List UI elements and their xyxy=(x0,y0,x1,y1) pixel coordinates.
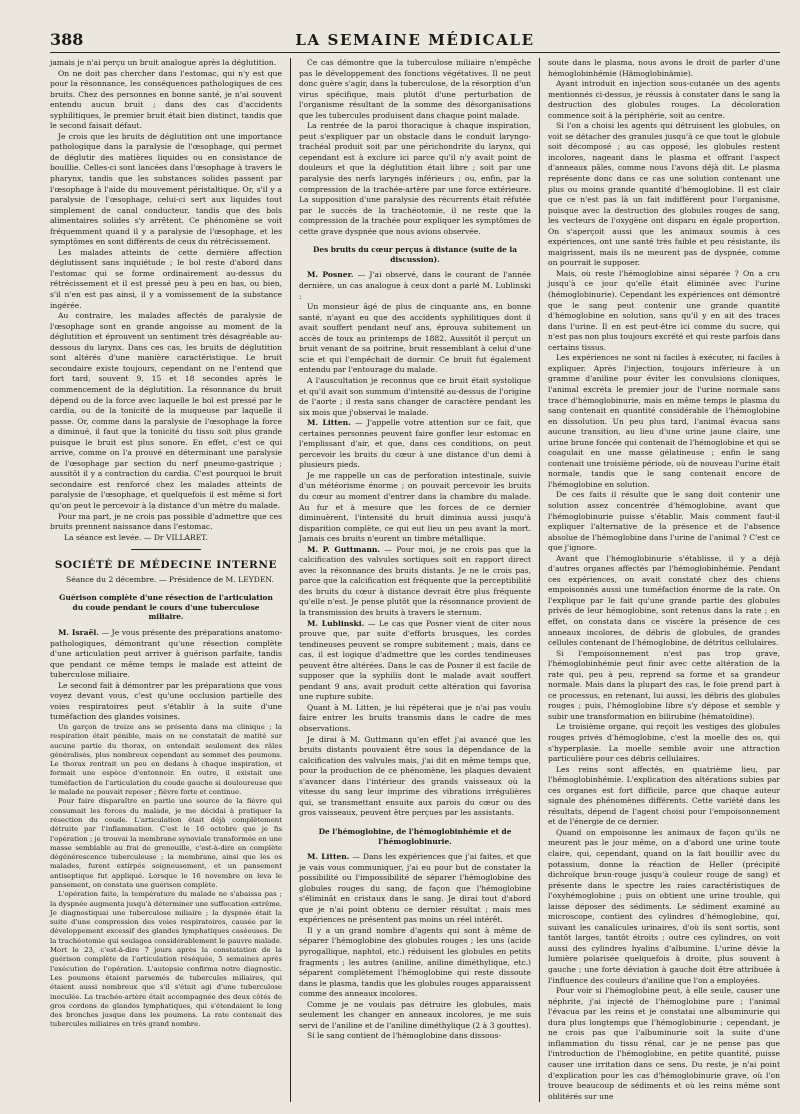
speaker-paragraph xyxy=(299,619,531,703)
speaker-name: M. Israël. xyxy=(58,628,99,638)
paragraph: Pour ma part, je ne crois pas possible d'admettre que ces bruits prennent naissance dans l'estomac. xyxy=(50,511,282,532)
column-divider xyxy=(539,58,540,1102)
paragraph: Si le sang contient de l'hémoglobine dans dissous- xyxy=(307,1031,502,1041)
speaker-paragraph xyxy=(299,545,531,619)
paragraph: On ne doit pas chercher dans l'estomac, qui n'y est que pour la résonnance, les conséquences pathologiques de ces bruits. Chez des personnes en bonne santé, je n'ai souvent entendu aucun bruit ; dans des cas d'accidents syphilitiques, le premier bruit était bien distinct, tandis que le second faisait défaut. xyxy=(50,68,282,131)
divider xyxy=(131,549,201,550)
speaker-text: — Dans les expériences que j'ai faites, et que je vais vous communiquer, j'ai eu pour but de constater la possibilité ou l'impossibilité de séparer l'hémoglobine des globules rouges du sang, de façon que l'hémoglobine s'éliminât en cristaux dans le sang. Je dirai tout d'abord que je n'ai point obtenu ce dernier résultat ; mais mes expériences ne présentent pas moins un réel intérêt. xyxy=(299,852,531,925)
paragraph: Un monsieur âgé de plus de cinquante ans, en bonne santé, n'ayant eu que des accidents syphilitiques dont il avait souffert pendant neuf ans, éprouva subitement un accès de toux au printemps de 1882. Aussitôt il perçut un bruit venant de sa poitrine, bruit ressemblant à celui d'une scie et qui l'empêchait de dormir. Ce bruit fut également entendu par l'entourage du malade. xyxy=(299,302,531,375)
speaker-name: M. P. Guttmann. xyxy=(307,544,381,554)
paragraph: Je dirai à M. Guttmann qu'en effet j'ai avancé que les bruits distants pouvaient être sous la dépendance de la calcification des valvules mais, j'ai dit en même temps que, pour la production de ce phénomène, les plaques devaient s'avancer dans l'intérieur des grands vaisseaux où la vitesse du sang leur imprime des vibrations irrégulières qui, se transmettant ensuite aux parois du cœur ou des gros vaisseaux, peuvent être perçues par les assistants. xyxy=(299,734,531,818)
speaker-name: M. Lublinski. xyxy=(307,618,365,628)
column-2 xyxy=(299,58,531,1102)
paragraph: Si l'empoisonnement n'est pas trop grave, l'hémoglobinhémie peut finir avec cette altération de la rate qui, peu à peu, reprend sa forme et sa grandeur normale. Mais dans la plupart des cas, le foie prend part à ce processus, en retenant, lui aussi, les débris des globules rouges ; puis, l'hémoglobine libre s'y dépose et semble y subir une transformation en bilirubine (hématoïdine). xyxy=(548,648,780,721)
paragraph: Quant à M. Litten, je lui répéterai que je n'ai pas voulu faire entrer les bruits transmis dans le cadre de mes observations. xyxy=(299,702,531,733)
session-closing: La séance est levée. — Dr VILLARET. xyxy=(64,532,208,542)
running-header xyxy=(50,30,780,53)
paragraph: jamais je n'ai perçu un bruit analogue après la déglutition. xyxy=(50,58,277,67)
paragraph: Quand on empoisonne les animaux de façon qu'ils ne meurent pas le jour même, on a d'abord une urine toute claire, qui, cependant, quand on la fait bouillir avec du potassium, donne la réaction de Heller (précipité dichroïque brun-rouge jusqu'à couleur rouge de sang) et présente dans le spectre les raies caractéristiques de l'oxyhémoglobine ; puis on obtient une urine trouble, qui laisse déposer des sédiments. Le sédiment examiné au microscope, contient des cylindres d'hémoglobine, qui, suivant les canalicules urinaires, d'où ils sont sortis, sont tantôt larges, tantôt étroits ; outre ces cylindres, on voit aussi des cylindres hyalins d'albumine. L'urine dévie la lumière polarisée quelquefois à droite, plus souvent à gauche ; une forte déviation à gauche doit être attribuée à l'influence des couleurs d'aniline que l'on a employées. xyxy=(548,827,780,985)
speaker-paragraph xyxy=(299,418,531,471)
column-3 xyxy=(548,58,780,1102)
speaker-paragraph xyxy=(299,852,531,926)
paragraph: soute dans le plasma, nous avons le droit de parler d'une hémoglobinhémie (Hämoglobinämie). xyxy=(548,58,780,78)
speaker-text: — Je vous présente des préparations anatomo-pathologiques, démontrant qu'une résection complète d'une articulation peut arriver à guérison parfaite, tandis que pendant ce même temps le malade est atteint de tuberculose miliaire. xyxy=(50,628,282,680)
paragraph: Les expériences ne sont ni faciles à exécuter, ni faciles à expliquer. Après l'injection, toujours inférieure à un gramme d'aniline pour éviter les convulsions cloniques, l'animal excréta le premier jour de l'urine normale sans trace d'hémoglobinurie, mais en même temps le plasma du sang contenait en quantité considérable de l'hémoglobine en dissolution. Un peu plus tard, l'animal évacua sans aucune transition, au lieu d'une urine jaune claire, une urine brune foncée qui contenait de l'hémoglobine et qui se coagulait en une masse gélatineuse ; enfin le sang contenait une troisième période, où de nouveau l'urine était normale, tandis que le sang contenait encore de l'hémoglobine en solution. xyxy=(548,353,780,489)
page-number: 388 xyxy=(50,30,84,49)
paragraph: Mais, où reste l'hémoglobine ainsi séparée ? On a cru jusqu'à ce jour qu'elle était éliminée avec l'urine (hémoglobinurie). Cependant les expériences ont démontré que le sang peut contenir une grande quantité d'hémoglobine en solution, sans qu'il y en ait des traces dans l'urine. Il en est peut-être ici comme du sucre, qui n'est pas non plus toujours excrété et qui reste parfois dans certains tissus. xyxy=(548,268,780,352)
paragraph: Le troisième organe, qui reçoit les vestiges des globules rouges privés d'hémoglobine, c'est la moelle des os, qui s'hyperplasie. La moelle semble avoir une attraction particulière pour ces débris cellulaires. xyxy=(548,722,780,764)
paragraph: Le second fait à démontrer par les préparations que vous voyez devant vous, c'est qu'une occlusion partielle des voies respiratoires peut s'établir à la suite d'une tuméfaction des glandes voisines. xyxy=(50,680,282,722)
speaker-text: — J'ai observé, dans le courant de l'année dernière, un cas analogue à ceux dont a parlé M. Lublinski : xyxy=(299,270,531,301)
speaker-text: — Le cas que Posner vient de citer nous prouve que, par suite d'efforts brusques, les cordes tendineuses peuvent se rompre subitement ; mais, dans ce cas, il est logique d'admettre que les cordes tendineuses peuvent être altérées. Dans le cas de Posner il est facile de supposer que la syphilis dont le malade avait souffert pendant 9 ans, avait produit cette altération qui favorisa une rupture subite. xyxy=(299,618,531,702)
journal-title: LA SEMAINE MÉDICALE xyxy=(295,31,535,49)
paragraph: Si l'on a choisi les agents qui détruisent les globules, on voit se détacher des granules jusqu'à ce que tout le globule soit décomposé ; au cas opposé, les globules restent incolores, nageant dans le plasma et offrant l'aspect d'anneaux pâles, comme nous l'avons déjà dit. Le plasma représente donc dans ce cas une solution contenant une plus ou moins grande quantité d'hémoglobine. Il est clair que ce n'est pas là un fait indifférent pour l'organisme, puisque avec la destruction des globules rouges de sang, les vecteurs de l'oxygène ont disparu en égale proportion. On s'aperçoit aussi que les animaux soumis à ces expériences, ont une santé très faible et peu résistante, ils maigrissent, mais ils ne meurent pas de dyspnée, comme on pourrait le supposer. xyxy=(548,121,780,268)
case-paragraph: L'opération faite, la température du malade ne s'abaissa pas ; la dyspnée augmenta jusqu'à déterminer une suffocation extrême. Je diagnostiquai une tuberculose miliaire ; la dyspnée était la suite d'une compression des voies respiratoires, causée par le développement excessif des glandes lymphatiques caséeuses. De la trachéotomie qui soulagea considérablement le pauvre malade. Mort le 23, c'est-à-dire 7 jours après la constatation de la guérison complète de l'articulation réséquée, 5 semaines après l'exécution de l'opération. L'autopsie confirma notre diagnostic. Les poumons étaient parsemés de tubercules miliaires, qui étaient aussi nombreux que s'il s'était agi d'une tuberculose inoculée. La trachée-artère était accompagnée des deux côtés de gros cordons de glandes lymphatiques, qui s'étendaient le long des bronches jusque dans les poumons. La rate contenait des tubercules miliaires en très grand nombre. xyxy=(50,890,282,1029)
paragraph: Les reins sont affectés, en quatrième lieu, par l'hémoglobinhémie. L'explication des altérations subies par ces organes est fort difficile, parce que chaque auteur signale des phénomènes différents. Cette variété dans les résultats, dépend de l'agent choisi pour l'empoisonnement et de l'énergie de ce dernier. xyxy=(548,764,780,827)
speaker-name: M. Litten. xyxy=(307,418,351,428)
session-date: Séance du 2 décembre. — Présidence de M. LEYDEN. xyxy=(66,574,274,584)
paragraph: Les malades atteints de cette dernière affection déglutissent sans inquiétude ; le bol reste d'abord dans l'estomac qui se forme ordinairement au-dessus du rétrécissement et il est pressé peu à peu en bas, ou bien, s'il n'en est pas ainsi, il y a vomissement de la substance ingérée. xyxy=(50,247,282,310)
section-title: Des bruits du cœur perçus à distance (suite de la discussion). xyxy=(312,245,518,264)
section-title: Guérison complète d'une résection de l'articulation du coude pendant le cours d'une tuberculose miliaire. xyxy=(59,593,273,622)
paragraph: Ayant introduit en injection sous-cutanée un des agents mentionnés ci-dessus, je réussis à constater dans le sang la destruction des globules rouges. La décoloration commence soit à la périphérie, soit au centre. xyxy=(548,79,780,120)
paragraph: Je crois que les bruits de déglutition ont une importance pathologique dans la paralysie de l'œsophage, qui permet de déglutir des matières liquides ou en consistance de bouillie. Celles-ci sont lancées dans l'œsophage à travers le pharynx, tandis que les substances solides passent par l'œsophage à l'aide du mouvement péristaltique. Or, s'il y a paralysie de l'œsophage, celui-ci sert aux liquides tout simplement de canal conducteur, tandis que des bols alimentaires solides s'y arrêtent. Ce phénomène se voit fréquemment quand il y a paralysie de l'œsophage, et les symptômes en sont différents de ceux du rétrécissement. xyxy=(50,131,282,247)
speaker-name: M. Litten. xyxy=(307,852,350,862)
column-divider xyxy=(290,58,291,1102)
paragraph: De ces faits il résulte que le sang doit contenir une solution assez concentrée d'hémoglobine, avant que l'hémoglobinurie puisse s'établir. Mais comment faut-il expliquer l'alternative de la présence et de l'absence absolue de l'hémoglobine dans l'urine de l'animal ? C'est ce que j'ignore. xyxy=(548,490,780,553)
speaker-text: — J'appelle votre attention sur ce fait, que certaines personnes peuvent faire gonfler leur estomac en l'emplissant d'air, et que, dans ces conditions, on peut percevoir les bruits du cœur à une distance d'un demi à plusieurs pieds. xyxy=(299,418,531,470)
paragraph: Avant que l'hémoglobinurie s'établisse, il y a déjà d'autres organes affectés par l'hémoglobinhémie. Pendant ces expériences, on avait constaté chez des chiens empoisonnés aussi une tuméfaction énorme de la rate. On l'explique par le fait qu'une grande partie des globules privés de leur hémoglobine, sont retenus dans la rate ; en effet, on constata dans ce viscère la présence de ces anneaux incolores, de débris de globules, de grandes cellules contenant de l'hémoglobine, de détritus cellulaires. xyxy=(548,553,780,648)
speaker-text: — Pour moi, je ne crois pas que la calcification des valvules sortiques soit en rapport direct avec la résonnance des bruits distants. Je ne le crois pas, parce que la calcification est fréquente que la perceptibilité des bruits du cœur à distance devrait être plus fréquente qu'elle n'est. Je pense plutôt que la résonnance provient de la transmission des bruits à travers le sternum. xyxy=(299,544,532,617)
paragraph: Comme je ne voulais pas détruire les globules, mais seulement les changer en anneaux incolores, je me suis servi de l'aniline et de l'aniline diméthylique (2 à 3 gouttes). xyxy=(299,999,532,1030)
paragraph: Ce cas démontre que la tuberculose miliaire n'empêche pas le développement des fonctions végétatives. Il ne peut donc guère s'agir, dans la tuberculose, de la résorption d'un virus spécifique, mais plutôt d'une perturbation de l'organisme résultant de la somme des désorganisations que les tubercules produisent dans chaque point malade. xyxy=(299,58,531,120)
case-paragraph: Pour faire disparaître en partie une source de la fièvre qui consumait les forces du malade, je me décidai à pratiquer la résection du coude. L'articulation était déjà complètement détruite par l'inflammation. C'est le 16 octobre que je fis l'opération ; je trouvai la membrane synoviale transformée en une masse semblable au frai de grenouille, c'est-à-dire en complète dégénérescence tuberculeuse ; la membrane, ainsi que les os malades, furent extirpés soigneusement, et un pansement antiseptique fut appliqué. Lorsque le 16 novembre on leva le pansement, on constata une guérison complète. xyxy=(50,797,282,889)
paragraph: Pour voir si l'hémoglobine peut, à elle seule, causer une néphrite, j'ai injecté de l'hémoglobine pure ; l'animal l'évacua par les reins et je constatai une albuminurie qui dura plus longtemps que l'hémoglobinurie ; cependant, je ne crois pas que l'albuminurie soit la suite d'une inflammation du tissu rénal, car je ne pense pas que l'introduction de l'hémoglobine, en petite quantité, puisse causer une irritation dans ce sens. Du reste, je n'ai point d'explication pour les cas d'hémoglobinurie grave, où l'on trouve beaucoup de sédiments et où les reins même sont oblitérés sur une xyxy=(548,986,780,1101)
text-columns xyxy=(50,58,780,1102)
paragraph: Il y a un grand nombre d'agents qui sont à même de séparer l'hémoglobine des globules rouges ; les uns (acide pyrogallique, naphtol, etc.) réduisent les globules en petits fragments ; les autres (aniline, aniline diméthylique, etc.) séparent complètement l'hémoglobine qui reste dissoute dans le plasma, tandis que les globules rouges apparaissent comme des anneaux incolores. xyxy=(299,925,531,999)
paragraph: Au contraire, les malades affectés de paralysie de l'œsophage sont en grande angoisse au moment de la déglutition et éprouvent un sentiment très désagréable au-dessous du larynx. Dans ces cas, les bruits de déglutition sont altérés d'une manière caractéristique. Le bruit secondaire existe toujours, cependant on ne l'entend que fort tard, souvent 9, 15 et 18 secondes après le commencement de la déglutition. La résonnance du bruit dépend ou de la force avec laquelle le bol est pressé par le cardia, ou de la tonicité de la muqueuse par laquelle il passe. Or, comme dans la paralysie de l'œsophage la force a diminué, il faut que la tonicité du tissu soit plus grande puisque le bruit est plus sonore. En effet, c'est ce qui arrive, comme on l'a prouvé en déterminant une paralysie de l'œsophage par section du nerf pneumo-gastrique ; aussitôt il y a contraction du cardia. C'est pourquoi le bruit secondaire est renforcé chez les malades atteints de paralysie de l'œsophage, et quelquefois il est même si fort qu'on peut le percevoir à la distance d'un mètre du malade. xyxy=(50,311,282,510)
society-title: SOCIÉTÉ DE MÉDECINE INTERNE xyxy=(54,559,278,572)
paragraph: Je me rappelle un cas de perforation intestinale, suivie d'un météorisme énorme ; on pouvait percevoir les bruits du cœur au moment d'entrer dans la chambre du malade. Au fur et à mesure que les forces de ce dernier diminuèrent, l'intensité du bruit diminua aussi jusqu'à disparition complète, ce qui eut lieu un peu avant la mort. Jamais ces bruits n'eurent un timbre métallique. xyxy=(299,470,531,544)
column-1 xyxy=(50,58,282,1102)
speaker-name: M. Posner. xyxy=(307,270,354,280)
speaker-paragraph xyxy=(50,628,282,681)
speaker-paragraph xyxy=(299,270,531,302)
paragraph: La rentrée de la paroi thoracique à chaque inspiration, peut s'expliquer par un obstacle dans le conduit laryngo-trachéal produit soit par une périchondrite du larynx, qui cependant est à exclure ici parce qu'il n'y avait point de douleurs et que la déglutition était libre ; soit par une paralysie des nerfs laryngés inférieurs ; ou, enfin, par la compression de la trachée-artère par une force extérieure. La supposition d'une paralysie des récurrents était réfutée par le succès de la trachéotomie, il ne reste que la compression de la trachée pour expliquer les symptômes de cette grave dyspnée que nous avions observée. xyxy=(299,121,531,236)
case-paragraph: Un garçon de treize ans se présenta dans ma clinique ; la respiration était pénible, mais on ne constatait de matité sur aucune partie du thorax, on entendait seulement des râles généralisés, plus nombreux cependant au sommet des poumons. Le thorax rentrait un peu en dedans à chaque inspiration, et formait une espèce d'entonnoir. En outre, il existait une tuméfaction de l'articulation du coude gauche si douloureuse que le malade ne pouvait reposer ; fièvre forte et continue. xyxy=(50,722,282,797)
section-title: De l'hémoglobine, de l'hémoglobinhémie et de l'hémoglobinurie. xyxy=(318,826,512,846)
paragraph: A l'auscultation je reconnus que ce bruit était systolique et qu'il avait son summum d'intensité au-dessus de l'origine de l'aorte ; il resta sans changer de caractère pendant les six mois que j'observai le malade. xyxy=(299,375,531,417)
